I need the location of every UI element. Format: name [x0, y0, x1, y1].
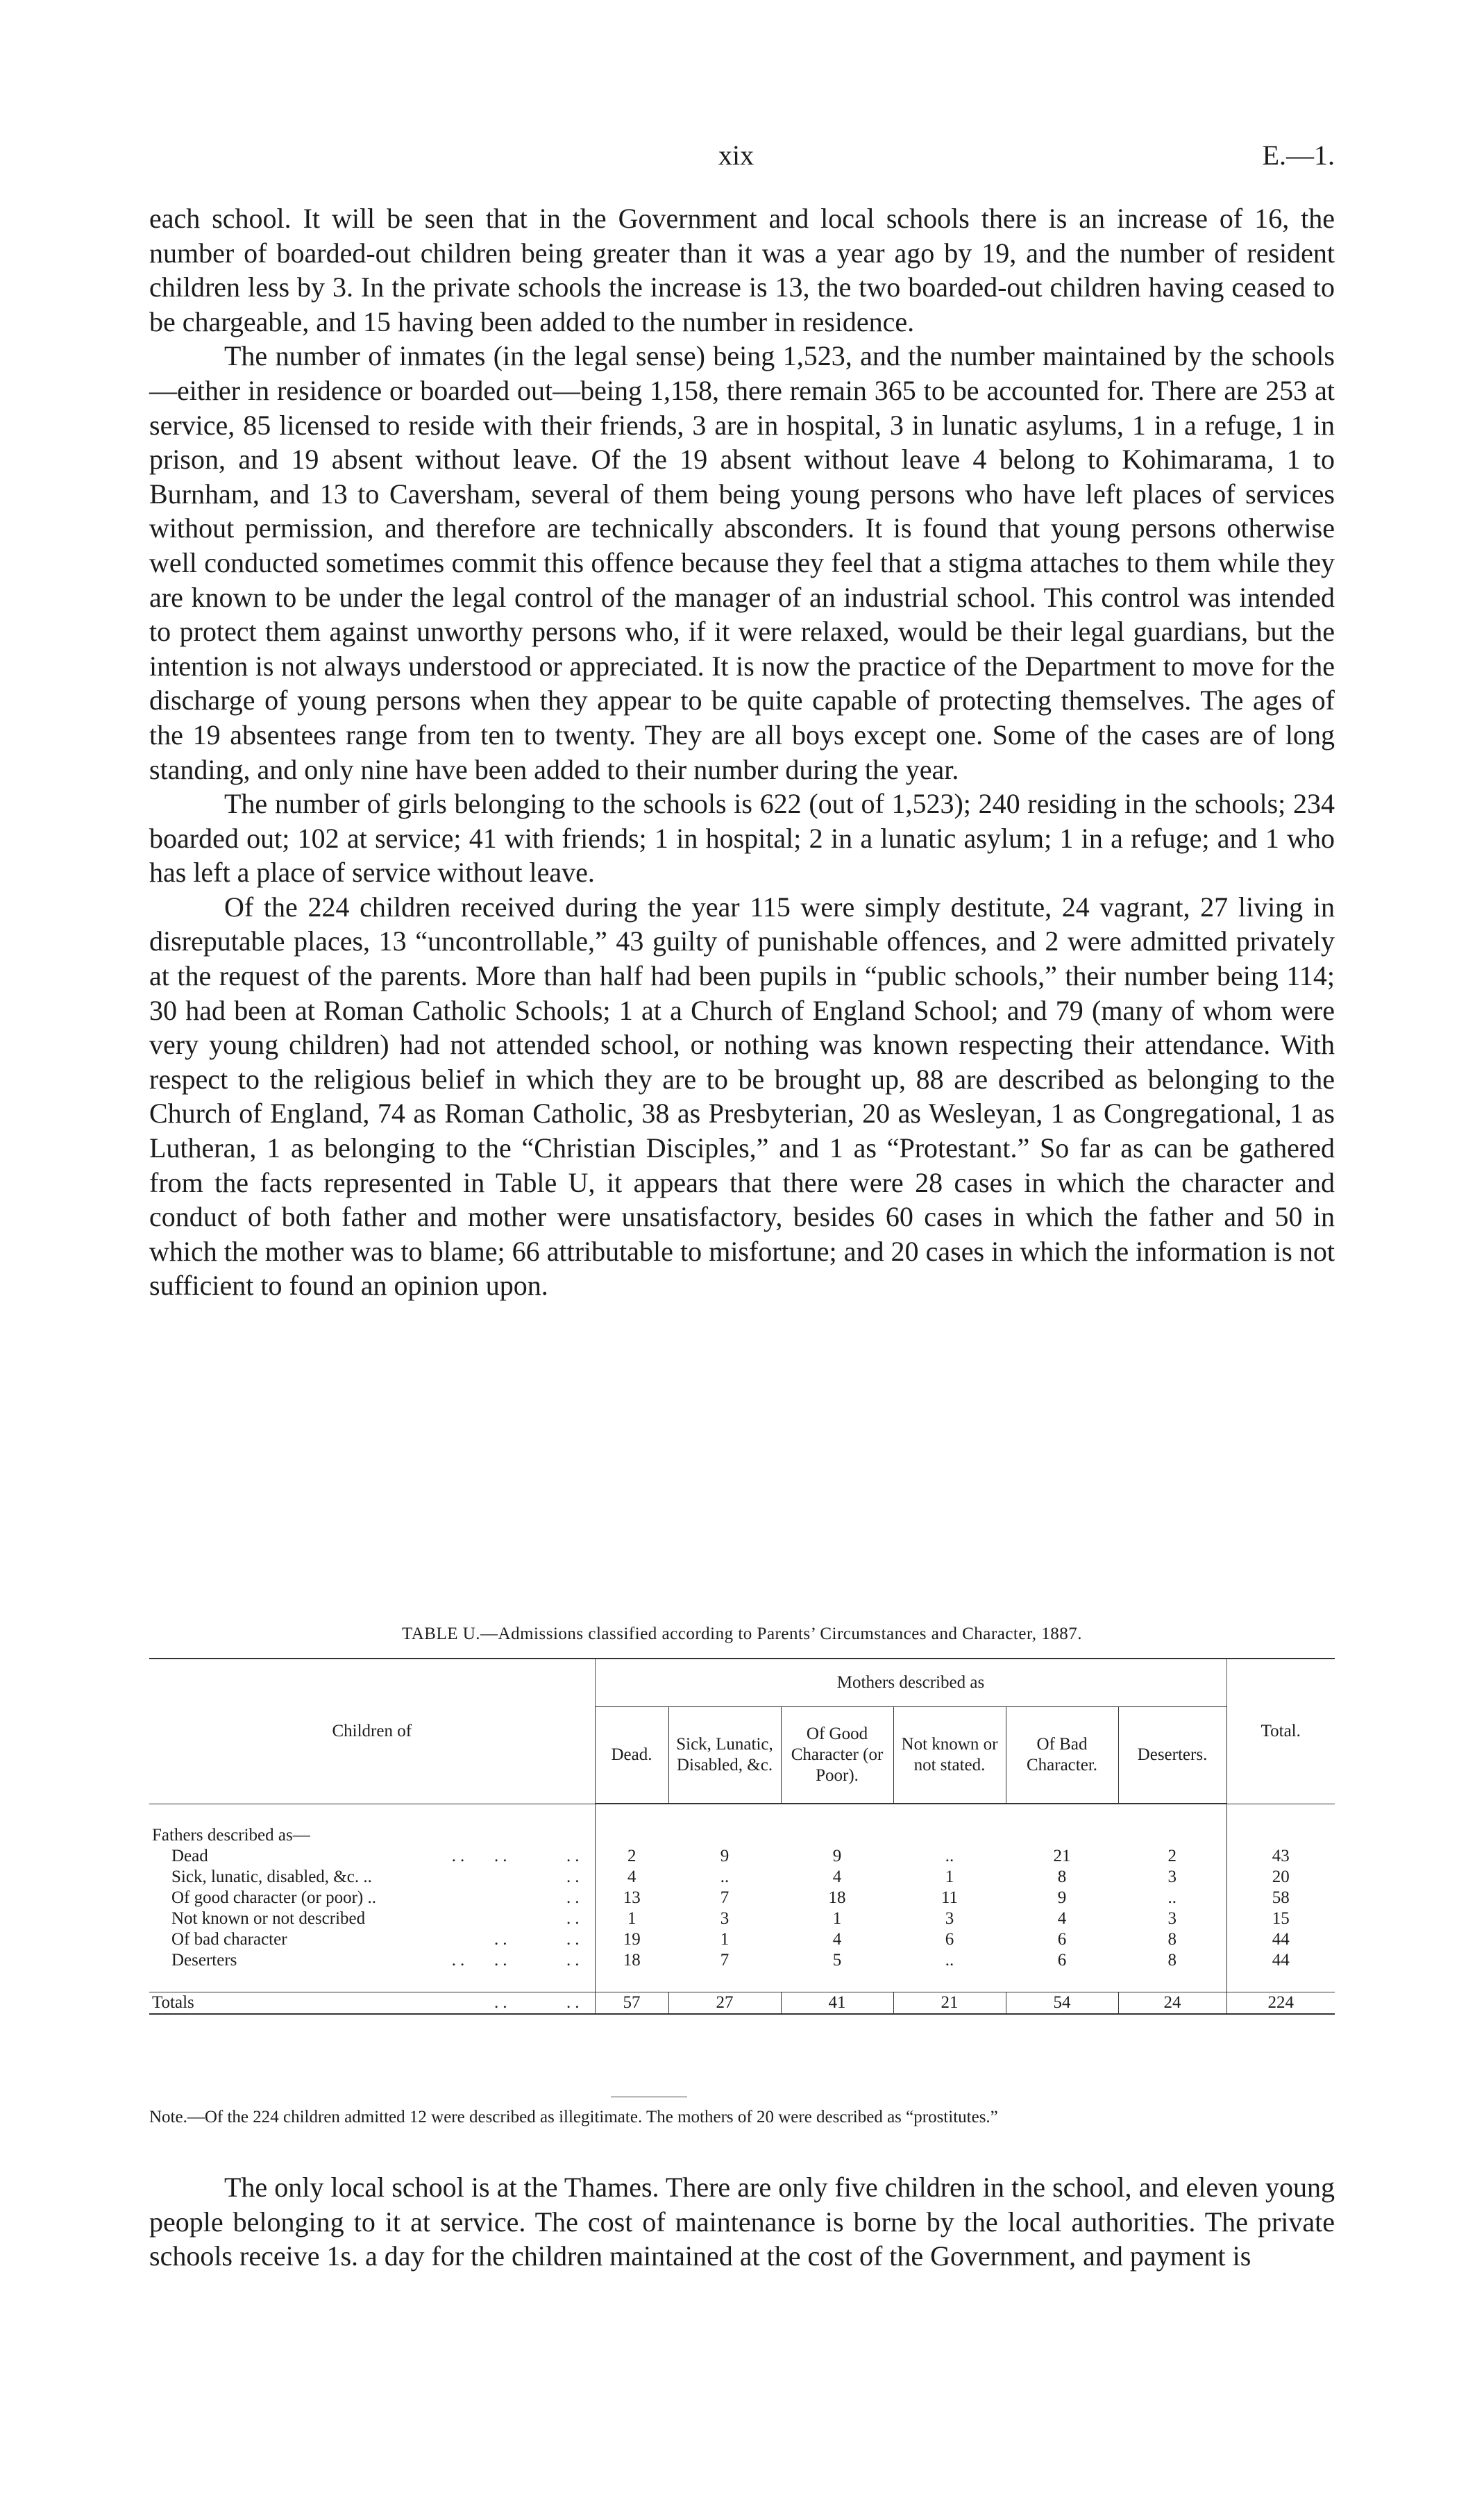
admissions-table [149, 1658, 1335, 2015]
table-row: Deserters .. .. .. 18 7 5 .. 6 8 44 [149, 1950, 1335, 1971]
total-cell: 54 [1006, 1992, 1118, 2015]
row-total: 44 [1226, 1929, 1335, 1950]
col-header-good-character: Of Good Character (or Poor). [781, 1707, 893, 1804]
col-header-bad-character: Of Bad Character. [1006, 1707, 1118, 1804]
col-header-dead: Dead. [595, 1707, 668, 1804]
table-cell: 1 [832, 1909, 842, 1928]
table-cell: 6 [1057, 1951, 1067, 1970]
table-cell: 11 [941, 1888, 959, 1907]
table-cell: 8 [1167, 1930, 1177, 1949]
col-header-not-known: Not known or not stated. [893, 1707, 1006, 1804]
table-cell: 3 [1167, 1909, 1177, 1928]
children-of-header: Children of [149, 1659, 595, 1804]
paragraph-admissions: Of the 224 children received during the year 115 were simply destitute, 24 vagrant, 27 living in disreputable places, 13 “uncontrollable,” 43 guilty of punishable offences, and 2 were admitted privately at the request of the parents. More than half had been pupils in “public schools,” their number being 114; 30 had been at Roman Catholic Schools; 1 at a Church of England School; and 79 (many of whom were very young children) had not attended school, or nothing was known respecting their attendance. With respect to the religious belief in which they are to be brought up, 88 are described as belonging to the Church of England, 74 as Roman Catholic, 38 as Presbyterian, 20 as Wesleyan, 1 as Congregational, 1 as Lutheran, 1 as belonging to the “Christian Disciples,” and 1 as “Protestant.” So far as can be gathered from the facts represented in Table U, it appears that there were 28 cases in which the character and conduct of both father and mother were unsatisfactory, besides 60 cases in which the father and 50 in which the mother was to blame; 66 attributable to misfortune; and 20 cases in which the information is not sufficient to found an opinion upon. [149, 891, 1335, 1302]
table-cell: .. [1167, 1888, 1177, 1907]
table-cell: 4 [832, 1930, 842, 1949]
table-cell: 4 [1057, 1909, 1067, 1928]
table-cell: 4 [832, 1867, 842, 1886]
page-header [0, 139, 1484, 181]
grand-total: 224 [1226, 1992, 1335, 2015]
paragraph-inmates: The number of inmates (in the legal sense) being 1,523, and the number maintained by the schools—either in residence or boarded out—being 1,158, there remain 365 to be accounted for. There are 253 at service, 85 licensed to reside with their friends, 3 are in hospital, 3 in lunatic asylums, 1 in a refuge, 1 in prison, and 19 absent without leave. Of the 19 absent without leave 4 belong to Kohimarama, 1 to Burnham, and 13 to Caversham, several of them being young persons who have left places of services without permission, and therefore are technically absconders. It is found that young persons otherwise well conducted sometimes commit this offence because they feel that a stigma attaches to them while they are known to be under the legal control of the manager of an industrial school. This control was intended to protect them against unworthy persons who, if it were relaxed, would be their legal guardians, but the intention is not always understood or appreciated. It is now the practice of the Department to move for the discharge of young persons when they appear to be quite capable of protecting themselves. The ages of the 19 absentees range from ten to twenty. They are all boys except one. Some of the cases are of long standing, and only nine have been added to their number during the year. [149, 340, 1335, 785]
totals-label: Totals [152, 1993, 194, 2012]
row-label: Dead [171, 1847, 208, 1865]
page-number: xix [718, 140, 754, 171]
table-row: Of bad character .. .. 19 1 4 6 6 8 44 [149, 1929, 1335, 1950]
total-cell: 24 [1118, 1992, 1226, 2015]
table-cell: 13 [595, 1888, 668, 1908]
table-cell: 18 [828, 1888, 846, 1907]
table-cell: 4 [595, 1867, 668, 1888]
table-cell: 21 [1053, 1847, 1071, 1865]
fathers-described-label: Fathers described as— [152, 1826, 310, 1845]
table-row: Dead .. .. .. 2 9 9 .. 21 2 43 [149, 1846, 1335, 1867]
table-cell: .. [720, 1867, 730, 1886]
table-cell: 1 [720, 1930, 730, 1949]
total-cell: 21 [893, 1992, 1006, 2015]
paragraph-local-school: The only local school is at the Thames. There are only five children in the school, and eleven young people belonging to it at service. The cost of maintenance is borne by the local authorities. The private schools receive 1s. a day for the children maintained at the cost of the Government, and payment is [149, 2172, 1335, 2272]
report-body [149, 201, 1335, 1303]
table-cell: 1 [945, 1867, 954, 1886]
table-row: Sick, lunatic, disabled, &c. .. .. 4 .. 4 1 8 3 20 [149, 1867, 1335, 1888]
table-cell: 9 [1057, 1888, 1067, 1907]
table-cell: 3 [720, 1909, 730, 1928]
paragraph-girls: The number of girls belonging to the schools is 622 (out of 1,523); 240 residing in the schools; 234 boarded out; 102 at service; 41 with friends; 1 in hospital; 2 in a lunatic asylum; 1 in a refuge; and 1 who has left a place of service without leave. [149, 788, 1335, 889]
table-cell: 3 [945, 1909, 954, 1928]
mothers-described-header: Mothers described as [595, 1659, 1226, 1707]
paragraph-continuation: each school. It will be seen that in the Government and local schools there is an increase of 16, the number of boarded-out children being greater than it was a year ago by 19, and the number of resident children less by 3. In the private schools the increase is 13, the two boarded-out children having ceased to be chargeable, and 15 having been added to the number in residence. [149, 203, 1335, 337]
table-cell: .. [945, 1847, 954, 1865]
table-cell: 6 [945, 1930, 954, 1949]
total-cell: 57 [595, 1992, 668, 2015]
row-label: Of good character (or poor) .. [171, 1888, 377, 1907]
table-cell: 2 [595, 1846, 668, 1867]
table-cell: .. [945, 1951, 954, 1970]
table-cell: 8 [1057, 1867, 1067, 1886]
total-cell: 41 [781, 1992, 893, 2015]
row-label: Sick, lunatic, disabled, &c. .. [171, 1867, 372, 1886]
table-cell: 8 [1167, 1951, 1177, 1970]
total-header: Total. [1226, 1659, 1335, 1804]
table-note: Note.—Of the 224 children admitted 12 were described as illegitimate. The mothers of 20 were described as “prostitutes.” [149, 2108, 998, 2126]
closing-section [149, 2170, 1335, 2274]
table-u [149, 1658, 1335, 2015]
totals-row: Totals .. .. 57 27 41 21 54 24 224 [149, 1992, 1335, 2015]
table-cell: 1 [595, 1908, 668, 1929]
row-total: 44 [1226, 1950, 1335, 1971]
table-cell: 9 [720, 1847, 730, 1865]
col-header-deserters: Deserters. [1118, 1707, 1226, 1804]
table-cell: 2 [1167, 1847, 1177, 1865]
table-cell: 5 [832, 1951, 842, 1970]
row-total: 15 [1226, 1908, 1335, 1929]
total-cell: 27 [668, 1992, 781, 2015]
table-row: Of good character (or poor) .. .. 13 7 18 11 9 .. 58 [149, 1888, 1335, 1908]
col-header-sick: Sick, Lunatic, Disabled, &c. [668, 1707, 781, 1804]
row-label: Of bad character [171, 1930, 287, 1949]
table-cell: 9 [832, 1847, 842, 1865]
row-total: 43 [1226, 1846, 1335, 1867]
table-cell: 7 [720, 1888, 730, 1907]
row-label: Deserters [171, 1951, 237, 1970]
document-reference: E.—1. [1262, 140, 1335, 171]
table-row: Not known or not described .. 1 3 1 3 4 3 15 [149, 1908, 1335, 1929]
table-cell: 18 [595, 1950, 668, 1971]
table-cell: 7 [720, 1951, 730, 1970]
row-total: 20 [1226, 1867, 1335, 1888]
row-total: 58 [1226, 1888, 1335, 1908]
row-label: Not known or not described [171, 1909, 366, 1928]
table-caption: TABLE U.—Admissions classified according to Parents’ Circumstances and Character, 1887. [401, 1625, 1083, 1643]
table-cell: 6 [1057, 1930, 1067, 1949]
table-cell: 3 [1167, 1867, 1177, 1886]
table-cell: 19 [595, 1929, 668, 1950]
